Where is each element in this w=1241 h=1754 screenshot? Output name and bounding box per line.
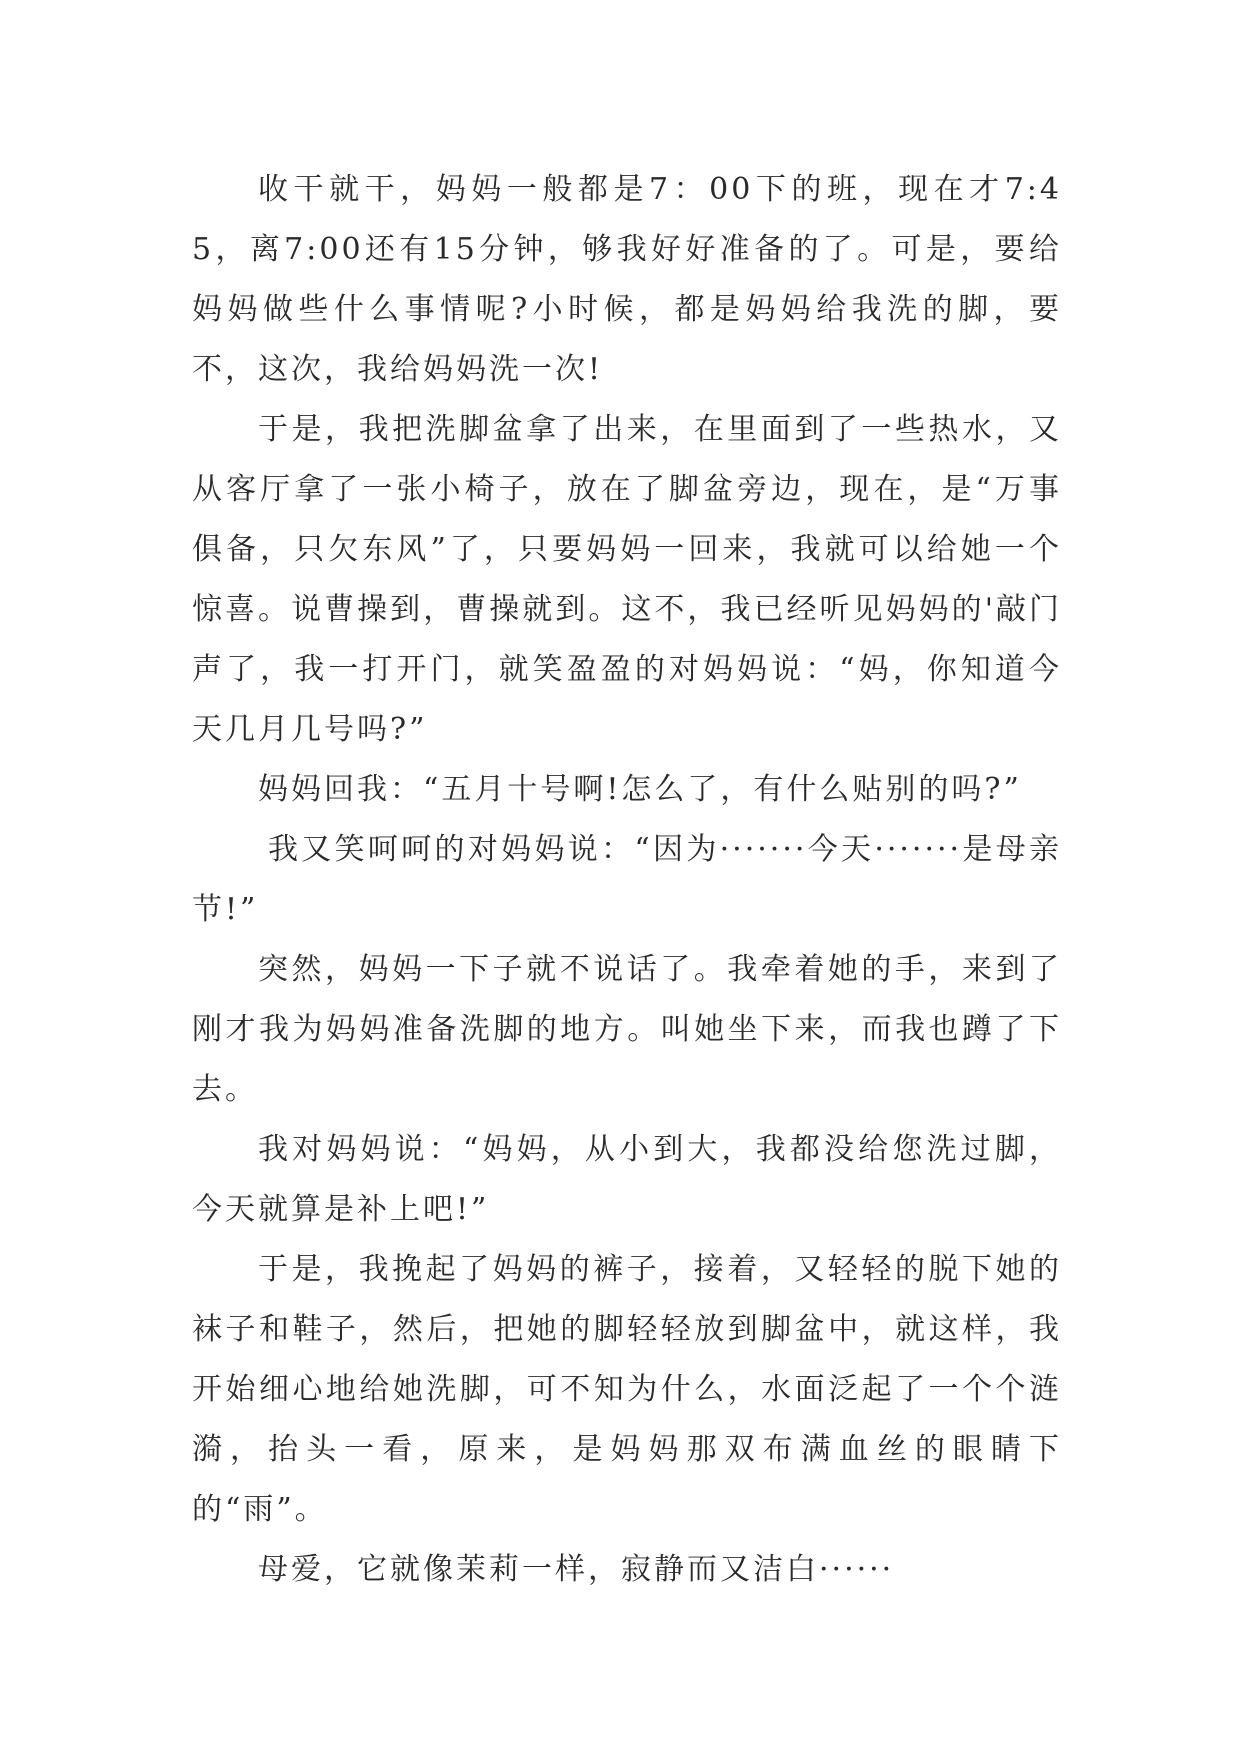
paragraph-4: 我又笑呵呵的对妈妈说：“因为·······今天·······是母亲节!” [192, 832, 1062, 927]
essay-body [192, 160, 1062, 1600]
paragraph-1: 收干就干，妈妈一般都是7：00下的班，现在才7:45，离7:00还有15分钟，够我好好准备的了。可是，要给妈妈做些什么事情呢?小时候，都是妈妈给我洗的脚，要不，这次，我给妈妈洗一次! [192, 172, 1062, 387]
paragraph-3: 妈妈回我：“五月十号啊!怎么了，有什么贴别的吗?” [258, 772, 1022, 807]
paragraph-2: 于是，我把洗脚盆拿了出来，在里面到了一些热水，又从客厅拿了一张小椅子，放在了脚盆旁边，现在，是“万事俱备，只欠东风”了，只要妈妈一回来，我就可以给她一个惊喜。说曹操到，曹操就到。这不，我已经听见妈妈的'敲门声了，我一打开门，就笑盈盈的对妈妈说：“妈，你知道今天几月几号吗?” [192, 412, 1062, 747]
paragraph-8: 母爱，它就像茉莉一样，寂静而又洁白······ [258, 1552, 895, 1587]
paragraph-7: 于是，我挽起了妈妈的裤子，接着，又轻轻的脱下她的袜子和鞋子，然后，把她的脚轻轻放到脚盆中，就这样，我开始细心地给她洗脚，可不知为什么，水面泛起了一个个涟漪，抬头一看，原来，是妈妈那双布满血丝的眼睛下的“雨”。 [192, 1252, 1062, 1527]
paragraph-5: 突然，妈妈一下子就不说话了。我牵着她的手，来到了刚才我为妈妈准备洗脚的地方。叫她坐下来，而我也蹲了下去。 [192, 952, 1062, 1107]
paragraph-6: 我对妈妈说：“妈妈，从小到大，我都没给您洗过脚，今天就算是补上吧!” [192, 1132, 1062, 1227]
